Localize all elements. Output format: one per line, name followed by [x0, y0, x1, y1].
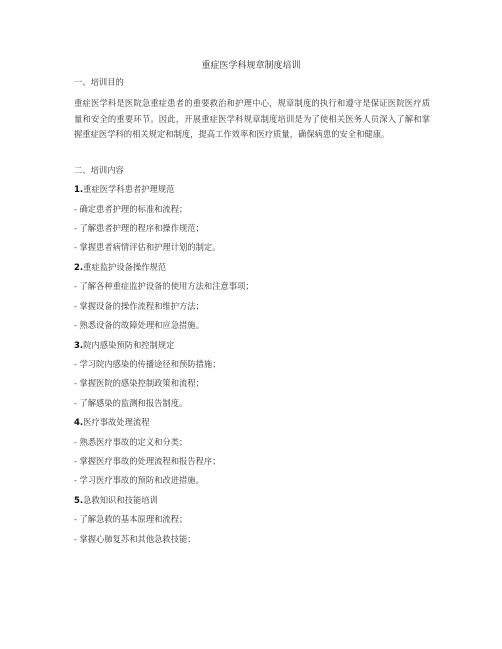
list-item: - 了解患者护理的程序和操作规范； — [74, 223, 204, 233]
list-item: - 学习医疗事故的预防和改进措施。 — [74, 475, 204, 485]
item-number: 2. — [74, 263, 84, 273]
list-item: - 确定患者护理的标准和流程； — [74, 204, 188, 214]
purpose-paragraph: 重症医学科是医院急重症患者的重要救治和护理中心，规章制度的执行和遵守是保证医院医疗质量和安全的重要环节。因此，开展重症医学科规章制度培训是为了使相关医务人员深入了解和掌握重症医学科的相关规定和制度，提高工作效率和医疗质量，确保病患的安全和健康。 — [74, 98, 430, 139]
item-heading — [74, 339, 174, 352]
item-number: 5. — [74, 496, 84, 506]
item-title: 重症医学科患者护理规范 — [83, 184, 175, 194]
item-heading — [74, 183, 174, 196]
list-item: - 掌握心肺复苏和其他急救技能； — [74, 534, 196, 544]
item-title: 院内感染预防和控制规定 — [83, 340, 175, 350]
item-title: 重症监护设备操作规范 — [83, 262, 167, 272]
item-number: 3. — [74, 341, 84, 351]
item-heading — [74, 494, 158, 507]
document-title: 重症医学科规章制度培训 — [201, 61, 301, 71]
section-heading-content: 二、培训内容 — [74, 165, 124, 175]
list-item: - 掌握设备的操作流程和维护方法； — [74, 301, 204, 311]
item-number: 1. — [74, 185, 84, 195]
item-heading — [74, 261, 166, 274]
list-item: - 了解各种重症监护设备的使用方法和注意事项； — [74, 281, 254, 291]
list-item: - 熟悉设备的故障处理和应急措施。 — [74, 320, 204, 330]
list-item: - 学习院内感染的传播途径和预防措施； — [74, 359, 221, 369]
item-number: 4. — [74, 418, 84, 428]
item-title: 医疗事故处理流程 — [83, 417, 150, 427]
list-item: - 了解感染的监测和报告制度。 — [74, 398, 188, 408]
list-item: - 熟悉医疗事故的定义和分类； — [74, 437, 188, 447]
list-item: - 了解急救的基本原理和流程； — [74, 514, 188, 524]
list-item: - 掌握患者病情评估和护理计划的制定。 — [74, 242, 221, 252]
item-title: 急救知识和技能培训 — [83, 495, 158, 505]
item-heading — [74, 416, 150, 429]
section-heading-purpose: 一、培训目的 — [74, 77, 124, 87]
list-item: - 掌握医院的感染控制政策和流程； — [74, 378, 204, 388]
list-item: - 掌握医疗事故的处理流程和报告程序； — [74, 456, 221, 466]
